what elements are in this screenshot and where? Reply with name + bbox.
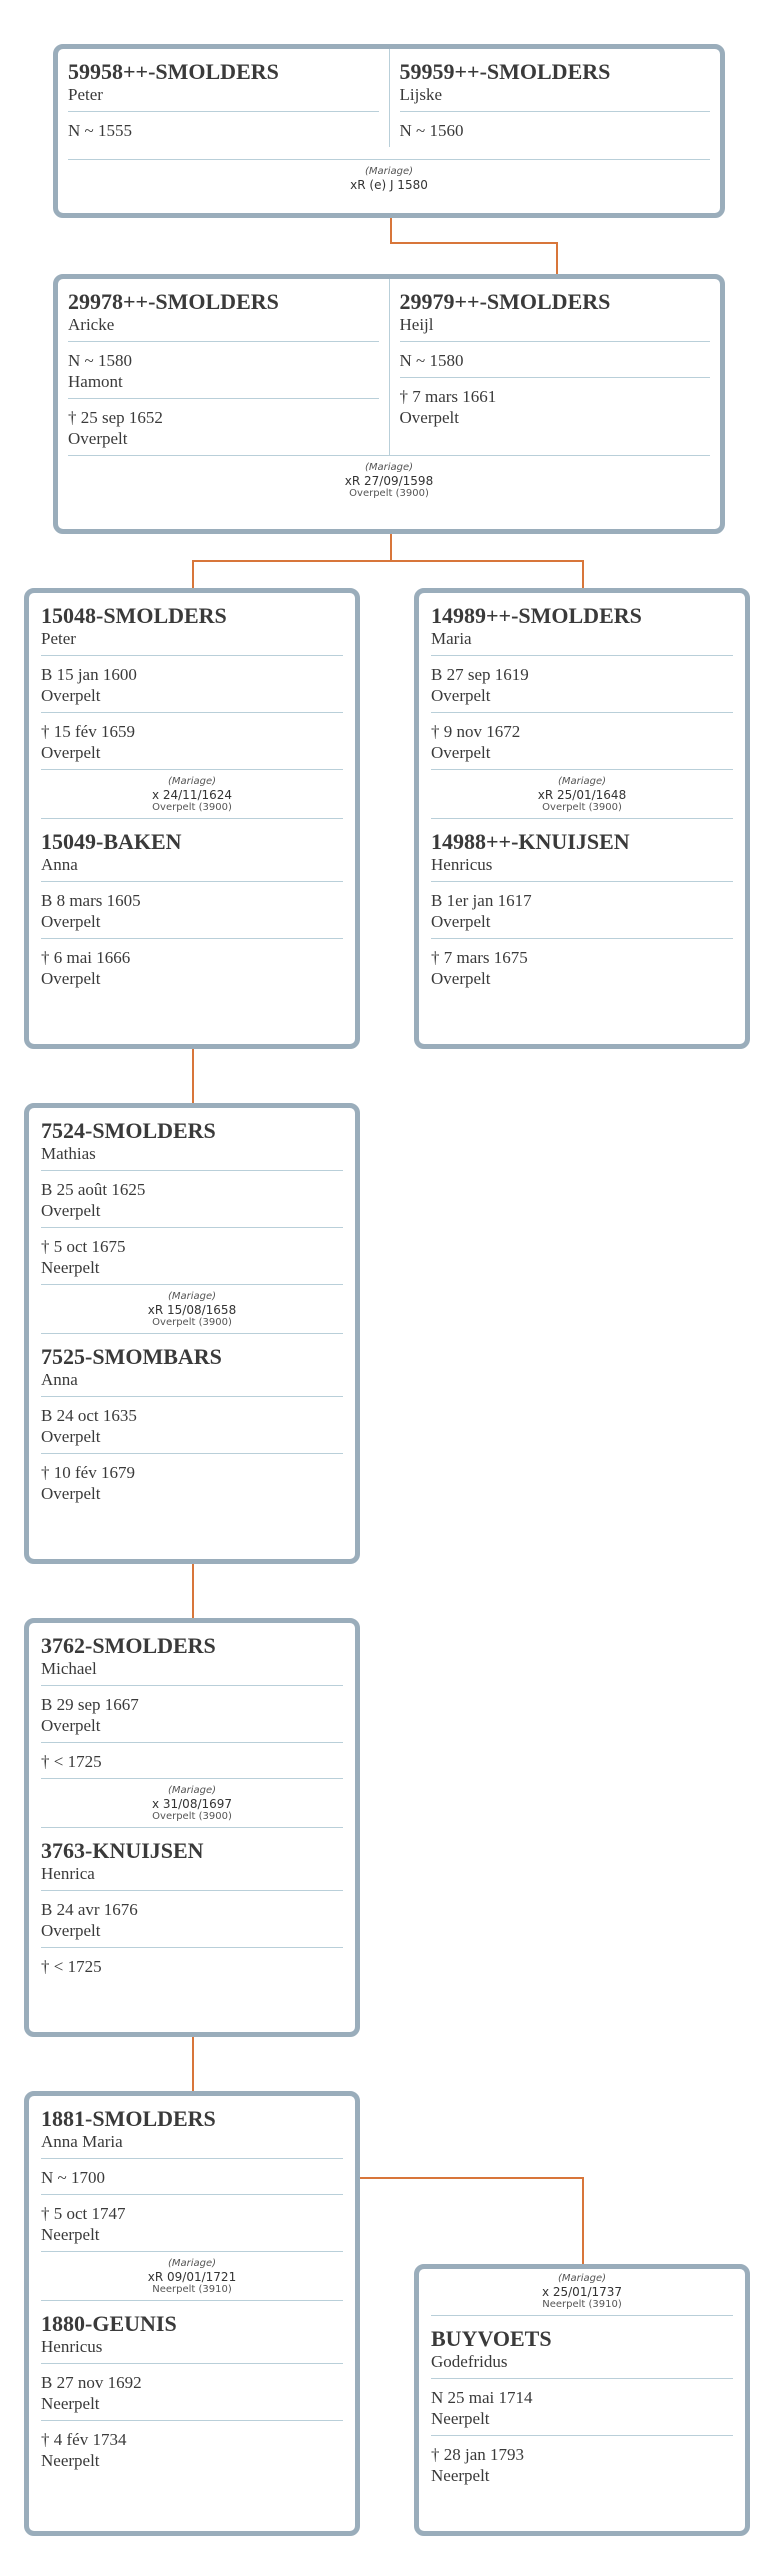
person-card[interactable] — [29, 2096, 355, 2251]
given-name: Mathias — [41, 1144, 343, 1171]
event-death: † 9 nov 1672 Overpelt — [431, 722, 521, 762]
person-name: 3762-SMOLDERS — [41, 1633, 216, 1658]
given-name: Peter — [68, 85, 379, 112]
event-birth: N ~ 1560 — [399, 121, 464, 140]
event-death: † 7 mars 1675 Overpelt — [431, 948, 528, 988]
person-name: 3763-KNUIJSEN — [41, 1838, 204, 1863]
marriage-info: (Mariage) xR 09/01/1721 Neerpelt (3910) — [41, 2251, 343, 2300]
event-birth: B 27 nov 1692 Neerpelt — [41, 2364, 343, 2421]
person-name: 59958++-SMOLDERS — [68, 59, 279, 84]
person-card[interactable] — [29, 593, 355, 769]
given-name: Henricus — [41, 2337, 343, 2364]
event-death: † 4 fév 1734 Neerpelt — [41, 2430, 127, 2470]
family-box-gen4 — [24, 1103, 360, 1564]
connector-line — [192, 1047, 194, 1105]
event-death: † 5 oct 1675 Neerpelt — [41, 1237, 126, 1277]
event-death: † 10 fév 1679 Overpelt — [41, 1463, 135, 1503]
event-death: † 25 sep 1652 Overpelt — [68, 408, 163, 448]
person-name: 15048-SMOLDERS — [41, 603, 227, 628]
person-card[interactable] — [58, 49, 389, 147]
connector-line — [390, 216, 392, 244]
event-birth: B 1er jan 1617 Overpelt — [431, 882, 733, 939]
person-name: BUYVOETS — [431, 2326, 552, 2351]
family-box-gen6-second-spouse — [414, 2264, 750, 2536]
person-name: 59959++-SMOLDERS — [399, 59, 611, 84]
given-name: Godefridus — [431, 2352, 733, 2379]
connector-line — [582, 2177, 584, 2266]
given-name: Anna Maria — [41, 2132, 343, 2159]
event-birth: B 24 oct 1635 Overpelt — [41, 1397, 343, 1454]
event-birth: B 27 sep 1619 Overpelt — [431, 656, 733, 713]
event-birth: N ~ 1700 — [41, 2159, 343, 2195]
family-box-gen6 — [24, 2091, 360, 2536]
connector-line — [582, 560, 584, 590]
person-name: 14988++-KNUIJSEN — [431, 829, 630, 854]
event-birth: B 24 avr 1676 Overpelt — [41, 1891, 343, 1948]
person-name: 29978++-SMOLDERS — [68, 289, 279, 314]
event-birth: B 15 jan 1600 Overpelt — [41, 656, 343, 713]
connector-line — [556, 242, 558, 276]
person-card[interactable] — [29, 1108, 355, 1284]
person-card[interactable] — [29, 1334, 355, 1510]
event-death: † < 1725 — [41, 1957, 102, 1976]
event-death: † 6 mai 1666 Overpelt — [41, 948, 131, 988]
person-card[interactable] — [389, 279, 721, 455]
person-card[interactable] — [29, 1828, 355, 1983]
person-name: 1880-GEUNIS — [41, 2311, 177, 2336]
person-name: 7524-SMOLDERS — [41, 1118, 216, 1143]
person-name: 1881-SMOLDERS — [41, 2106, 216, 2131]
person-card[interactable] — [389, 49, 721, 147]
event-death: † 7 mars 1661 Overpelt — [399, 387, 497, 427]
connector-line — [358, 2177, 584, 2179]
marriage-info: (Mariage) xR 25/01/1648 Overpelt (3900) — [431, 769, 733, 818]
event-birth: N ~ 1555 — [68, 121, 132, 140]
connector-line — [390, 532, 392, 562]
family-box-gen3-left — [24, 588, 360, 1049]
marriage-info: (Mariage) xR (e) J 1580 — [68, 159, 710, 196]
person-card[interactable] — [58, 279, 389, 455]
marriage-info: (Mariage) x 31/08/1697 Overpelt (3900) — [41, 1778, 343, 1827]
event-death: † 28 jan 1793 Neerpelt — [431, 2445, 525, 2485]
event-birth: B 29 sep 1667 Overpelt — [41, 1686, 343, 1743]
given-name: Aricke — [68, 315, 379, 342]
given-name: Henrica — [41, 1864, 343, 1891]
event-birth: B 25 août 1625 Overpelt — [41, 1171, 343, 1228]
event-birth: N ~ 1580 Hamont — [68, 342, 379, 399]
given-name: Heijl — [400, 315, 711, 342]
given-name: Anna — [41, 1370, 343, 1397]
person-card[interactable] — [29, 2301, 355, 2477]
given-name: Anna — [41, 855, 343, 882]
marriage-info: (Mariage) x 24/11/1624 Overpelt (3900) — [41, 769, 343, 818]
person-card[interactable] — [419, 2316, 745, 2492]
given-name: Lijske — [400, 85, 711, 112]
event-death: † 15 fév 1659 Overpelt — [41, 722, 135, 762]
person-name: 14989++-SMOLDERS — [431, 603, 642, 628]
marriage-info: (Mariage) x 25/01/1737 Neerpelt (3910) — [541, 2273, 623, 2310]
person-card[interactable] — [419, 819, 745, 995]
family-box-gen3-right — [414, 588, 750, 1049]
given-name: Peter — [41, 629, 343, 656]
person-name: 15049-BAKEN — [41, 829, 182, 854]
event-birth: N ~ 1580 — [400, 342, 711, 378]
person-name: 29979++-SMOLDERS — [399, 289, 611, 314]
couple-box-gen1 — [53, 44, 725, 218]
couple-box-gen2 — [53, 274, 725, 534]
marriage-info: (Mariage) xR 27/09/1598 Overpelt (3900) — [68, 455, 710, 504]
connector-line — [192, 2035, 194, 2093]
person-card[interactable] — [29, 1623, 355, 1778]
connector-line — [192, 1562, 194, 1620]
event-death: † 5 oct 1747 Neerpelt — [41, 2204, 126, 2244]
marriage-info: (Mariage) xR 15/08/1658 Overpelt (3900) — [41, 1284, 343, 1333]
person-name: 7525-SMOMBARS — [41, 1344, 222, 1369]
event-birth: N 25 mai 1714 Neerpelt — [431, 2379, 733, 2436]
connector-line — [192, 560, 584, 562]
given-name: Michael — [41, 1659, 343, 1686]
person-card[interactable] — [419, 593, 745, 769]
connector-line — [390, 242, 558, 244]
family-box-gen5 — [24, 1618, 360, 2037]
event-birth: B 8 mars 1605 Overpelt — [41, 882, 343, 939]
connector-line — [192, 560, 194, 590]
given-name: Henricus — [431, 855, 733, 882]
person-card[interactable] — [29, 819, 355, 995]
event-death: † < 1725 — [41, 1752, 102, 1771]
given-name: Maria — [431, 629, 733, 656]
